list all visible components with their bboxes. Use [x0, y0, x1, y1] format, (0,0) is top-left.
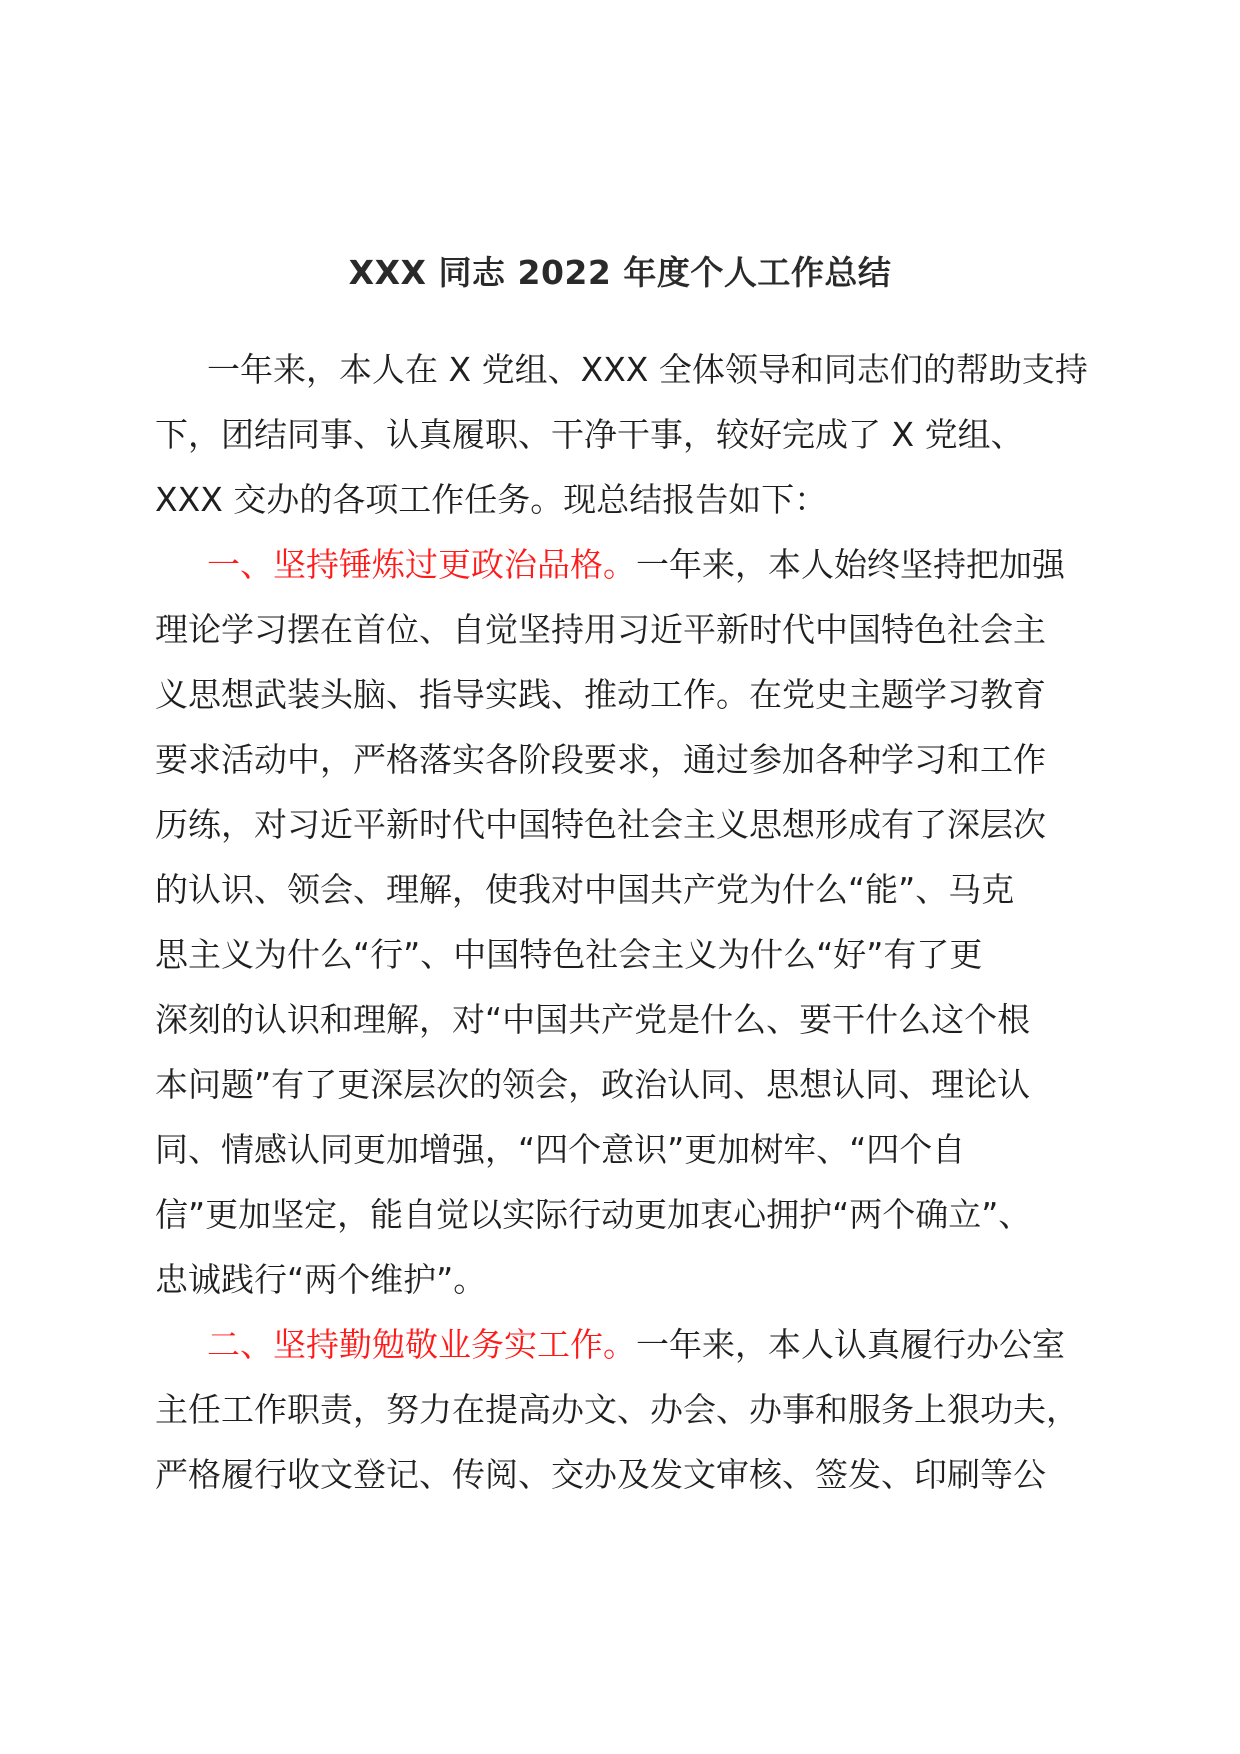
- section1-line: 历练，对习近平新时代中国特色社会主义思想形成有了深层次: [155, 805, 1046, 844]
- section2-first-line: [155, 1312, 1090, 1377]
- section1-line: 义思想武装头脑、指导实践、推动工作。在党史主题学习教育: [155, 675, 1046, 714]
- section2-heading: 二、坚持勤勉敬业务实工作。: [207, 1325, 636, 1364]
- section1-line: 的认识、领会、理解，使我对中国共产党为什么“能”、马克: [155, 870, 1015, 909]
- section1-heading: 一、坚持锤炼过更政治品格。: [207, 545, 636, 584]
- section2-line: 严格履行收文登记、传阅、交办及发文审核、签发、印刷等公: [155, 1455, 1046, 1494]
- intro-line: 一年来，本人在 X 党组、XXX 全体领导和同志们的帮助支持: [207, 350, 1088, 389]
- section1-line: 本问题”有了更深层次的领会，政治认同、思想认同、理论认: [155, 1065, 1031, 1104]
- intro-line: 下，团结同事、认真履职、干净干事，较好完成了 X 党组、: [155, 415, 1024, 454]
- intro-line: XXX 交办的各项工作任务。现总结报告如下：: [155, 480, 828, 519]
- section2-first-line-text: 一年来，本人认真履行办公室: [636, 1325, 1065, 1364]
- section1-line: 同、情感认同更加增强，“四个意识”更加树牢、“四个自: [155, 1130, 966, 1169]
- document-body: [155, 337, 1090, 1507]
- section1-line: 忠诚践行“两个维护”。: [155, 1260, 487, 1299]
- section1-line: 要求活动中，严格落实各阶段要求，通过参加各种学习和工作: [155, 740, 1046, 779]
- section1-line: 理论学习摆在首位、自觉坚持用习近平新时代中国特色社会主: [155, 610, 1046, 649]
- section1-line: 思主义为什么“行”、中国特色社会主义为什么“好”有了更: [155, 935, 983, 974]
- section2-line: 主任工作职责，努力在提高办文、办会、办事和服务上狠功夫，: [155, 1390, 1079, 1429]
- section1-first-line: [155, 532, 1090, 597]
- section1-line: 信”更加坚定，能自觉以实际行动更加衷心拥护“两个确立”、: [155, 1195, 1032, 1234]
- section1-first-line-text: 一年来，本人始终坚持把加强: [636, 545, 1065, 584]
- document-title: XXX 同志 2022 年度个人工作总结: [348, 253, 892, 292]
- section1-line: 深刻的认识和理解，对“中国共产党是什么、要干什么这个根: [155, 1000, 1031, 1039]
